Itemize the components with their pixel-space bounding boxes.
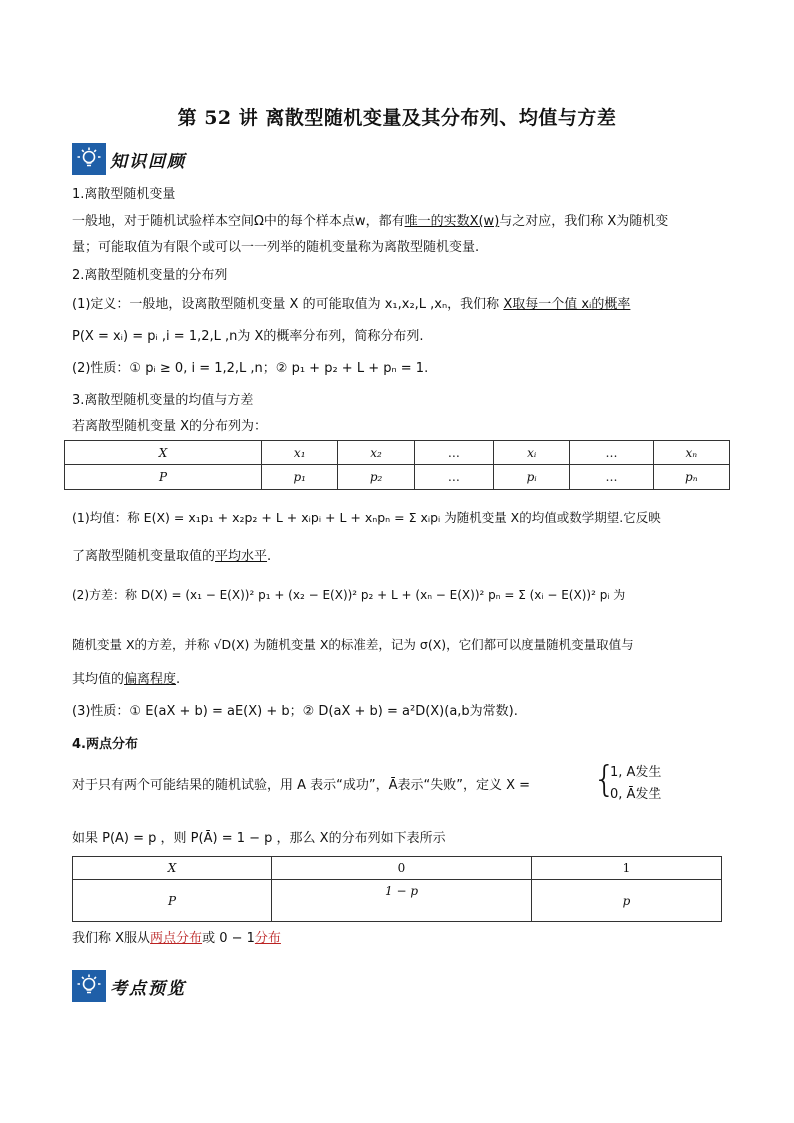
property-line-3: (3)性质：① E(aX + b) = aE(X) + b；② D(aX + b) = a²D(X)(a,b为常数). <box>72 704 518 719</box>
lightbulb-icon <box>72 143 106 175</box>
text: . <box>176 672 181 687</box>
table-cell: 1 <box>532 857 722 880</box>
text: 其均值的 <box>72 672 125 687</box>
variance-line-3 <box>72 668 180 687</box>
table-cell: x₁ <box>262 441 338 465</box>
table-cell: xᵢ <box>494 441 570 465</box>
mean-line-1: (1)均值：称 E(X) = x₁p₁ + x₂p₂ + L + xᵢpᵢ + L + xₙpₙ = Σ xᵢpᵢ 为随机变量 X的均值或数学期望.它反映 <box>72 510 661 525</box>
brace-symbol: { <box>593 759 616 800</box>
table-cell: … <box>414 465 493 490</box>
text: (1)定义：一般地，设离散型随机变量 X 的可能取值为 x₁,x₂,L ,xₙ，我们称 <box>72 297 504 312</box>
two-point-conclusion <box>72 927 281 946</box>
table-cell: X <box>73 857 272 880</box>
table-cell: p <box>532 880 722 922</box>
case-2: 0, Ā发生 <box>610 787 662 802</box>
section-title-preview: 考点预览 <box>110 978 186 999</box>
distribution-table <box>64 440 730 490</box>
link-distribution[interactable]: 分布 <box>254 931 281 946</box>
text: 对于只有两个可能结果的随机试验，用 A 表示“成功”，Ā表示“失败”，定义 X = <box>72 778 531 793</box>
heading-2: 2.离散型随机变量的分布列 <box>72 268 228 283</box>
heading-1: 1.离散型随机变量 <box>72 187 176 202</box>
section-header-review <box>72 143 186 175</box>
table-cell: p₁ <box>262 465 338 490</box>
text-underlined: X取每一个值 xᵢ的概率 <box>503 297 631 312</box>
table-cell: P <box>65 465 262 490</box>
text-underlined: 唯一的实数X(w) <box>404 214 500 229</box>
link-two-point[interactable]: 两点分布 <box>150 931 203 946</box>
variance-line-1: (2)方差：称 D(X) = (x₁ − E(X))² p₁ + (x₂ − E(X))² p₂ + L + (xₙ − E(X))² pₙ = Σ (xᵢ − E(X))² pᵢ 为 <box>72 588 626 602</box>
section-header-preview <box>72 970 186 1002</box>
distribution-intro: 若离散型随机变量 X的分布列为： <box>72 419 268 434</box>
table-cell: x₂ <box>338 441 414 465</box>
table-cell: xₙ <box>653 441 729 465</box>
case-1: 1, A发生 <box>610 765 662 780</box>
definition-line-1 <box>72 293 630 312</box>
definition-line-2: P(X = xᵢ) = pᵢ ,i = 1,2,L ,n为 X的概率分布列，简称分布列. <box>72 329 424 344</box>
paragraph-1a <box>72 210 668 229</box>
page-title: 第 52 讲 离散型随机变量及其分布列、均值与方差 <box>177 107 617 129</box>
text: . <box>267 549 272 564</box>
piecewise-cases <box>610 762 661 806</box>
table-row <box>65 441 730 465</box>
paragraph-1b: 量；可能取值为有限个或可以一一列举的随机变量称为离散型随机变量. <box>72 240 480 255</box>
text: 一般地，对于随机试验样本空间Ω中的每个样本点w，都有 <box>72 214 405 229</box>
table-cell: 1 − p <box>272 880 532 922</box>
table-cell: P <box>73 880 272 922</box>
table-cell: p₂ <box>338 465 414 490</box>
section-title-review: 知识回顾 <box>110 151 186 172</box>
two-point-table <box>72 856 722 922</box>
text-underlined: 偏离程度 <box>124 672 177 687</box>
table-row <box>73 857 722 880</box>
table-cell: X <box>65 441 262 465</box>
table-cell: pₙ <box>653 465 729 490</box>
table-cell: 0 <box>272 857 532 880</box>
property-line: (2)性质：① pᵢ ≥ 0, i = 1,2,L ,n；② p₁ + p₂ + L + pₙ = 1. <box>72 361 429 376</box>
mean-line-2 <box>72 545 271 564</box>
text: 了离散型随机变量取值的 <box>72 549 216 564</box>
text-underlined: 平均水平 <box>215 549 268 564</box>
variance-line-2: 随机变量 X的方差，并称 √D(X) 为随机变量 X的标准差，记为 σ(X)，它们都可以度量随机变量取值与 <box>72 637 634 652</box>
text: 或 0 − 1 <box>202 931 255 946</box>
table-cell: pᵢ <box>494 465 570 490</box>
table-row <box>65 465 730 490</box>
two-point-definition <box>72 774 530 793</box>
heading-4: 4.两点分布 <box>72 737 138 752</box>
table-cell: … <box>570 441 653 465</box>
table-cell: … <box>414 441 493 465</box>
text: 与之对应，我们称 X为随机变 <box>499 214 669 229</box>
table-cell: … <box>570 465 653 490</box>
lightbulb-icon <box>72 970 106 1002</box>
text: 我们称 X服从 <box>72 931 151 946</box>
comma: ， <box>655 778 669 793</box>
table-row <box>73 880 722 922</box>
two-point-condition: 如果 P(A) = p ，则 P(Ā) = 1 − p ，那么 X的分布列如下表所示 <box>72 831 446 846</box>
heading-3: 3.离散型随机变量的均值与方差 <box>72 393 254 408</box>
